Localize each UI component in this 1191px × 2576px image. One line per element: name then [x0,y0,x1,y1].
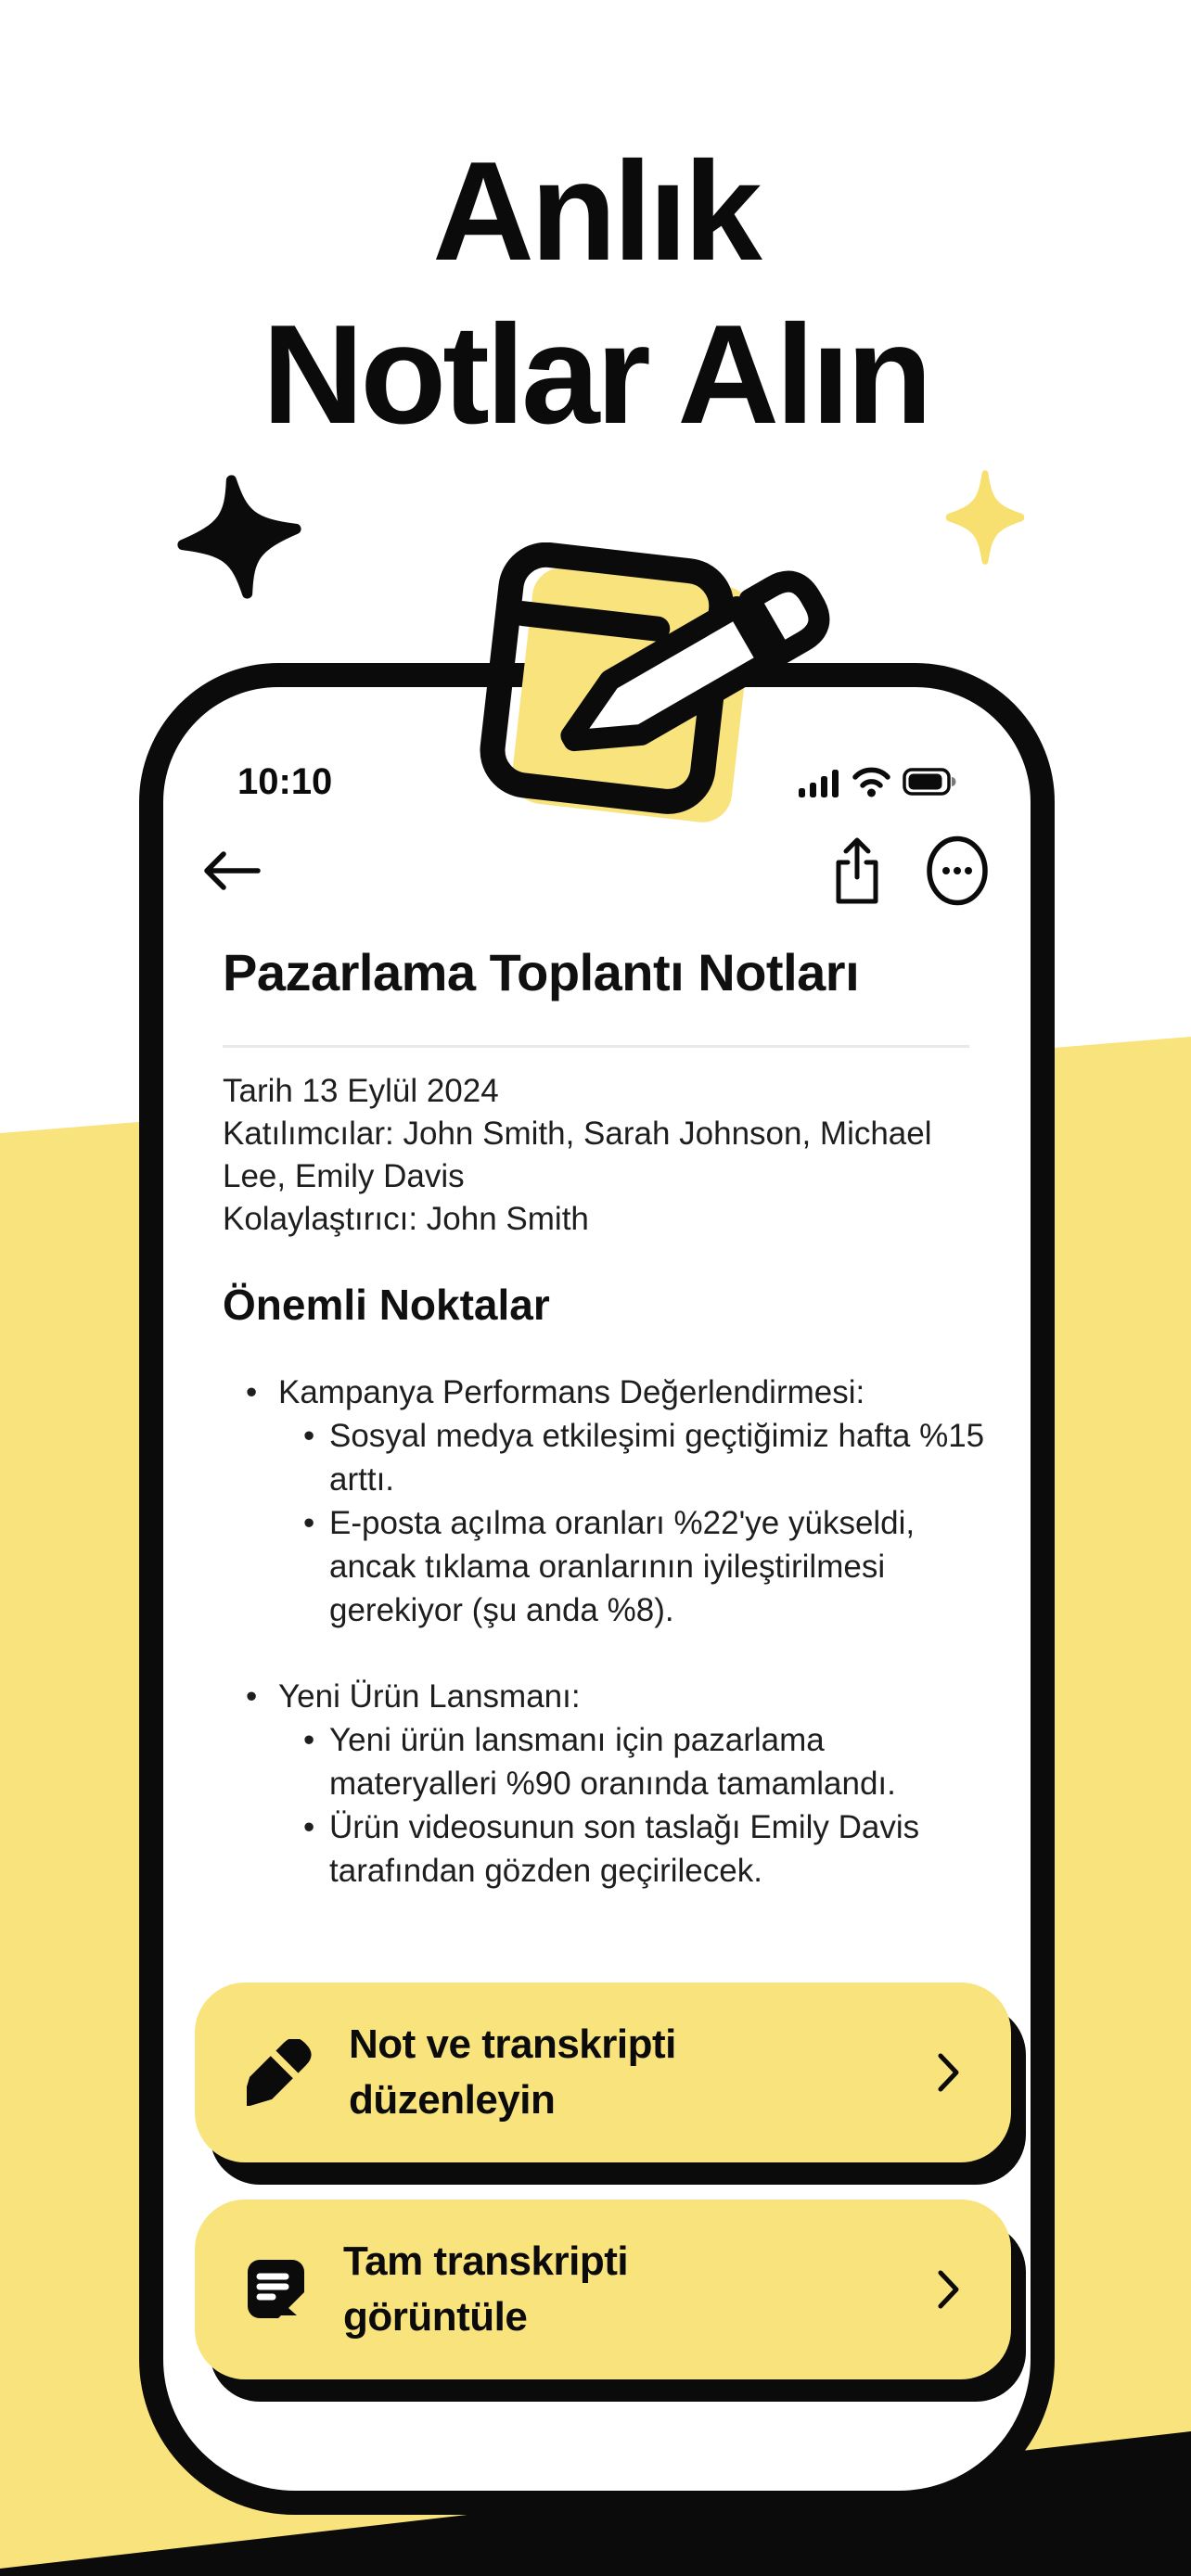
status-time: 10:10 [237,760,333,802]
hero-title-line1: Anlık [432,133,759,290]
sub-bullet-text: E-posta açılma oranları %22'ye yükseldi, ancak tıklama oranlarının iyileştirilmesi gerekiyor (şu anda %8). [329,1505,916,1628]
chevron-right-icon [937,2268,961,2311]
meta-participants: Katılımcılar: John Smith, Sarah Johnson, Michael Lee, Emily Davis [223,1116,932,1194]
more-options-button[interactable] [925,834,990,908]
meta-facilitator: Kolaylaştırıcı: John Smith [223,1201,589,1237]
sub-bullet-text: Sosyal medya etkileşimi geçtiğimiz hafta %15 arttı. [329,1418,985,1498]
bullet-item [223,1675,986,1718]
button-label: Not ve transkripti düzenleyin [349,2021,676,2123]
wifi-icon [850,765,893,798]
button-label: Tam transkripti görüntüle [343,2238,629,2340]
share-icon [830,835,884,907]
yellow-sparkle-icon [944,468,1026,571]
bullet-item [223,1371,986,1414]
view-transcript-button[interactable] [195,2200,1011,2379]
bullet-group [223,1675,986,1893]
battery-icon [903,766,956,797]
divider [223,1045,969,1048]
sub-bullet-item [223,1718,986,1805]
sub-bullet-item [223,1501,986,1632]
note-title: Pazarlama Toplantı Notları [223,943,860,1001]
bullet-group [223,1371,986,1632]
bullet-marker: • [303,1505,315,1541]
back-arrow-icon [200,846,262,896]
share-button[interactable] [830,835,884,907]
sub-bullet-text: Ürün videosunun son taslağı Emily Davis tarafından gözden geçirilecek. [329,1809,920,1889]
section-heading: Önemli Noktalar [223,1281,550,1329]
back-button[interactable] [200,846,262,896]
bullet-marker: • [246,1374,258,1410]
chevron-right-icon [937,2051,961,2094]
more-options-icon [925,834,990,908]
sub-bullet-item [223,1414,986,1501]
note-and-pencil-doodle-icon [455,542,837,855]
sub-bullet-item [223,1805,986,1893]
bullet-list [223,1371,986,1893]
edit-note-button[interactable] [195,1983,1011,2162]
black-sparkle-icon [174,471,304,607]
bullet-marker: • [303,1809,315,1845]
bullet-marker: • [303,1722,315,1758]
meta-date: Tarih 13 Eylül 2024 [223,1073,499,1109]
bullet-marker: • [303,1418,315,1454]
phone-frame [139,663,1055,2515]
sub-bullet-text: Yeni ürün lansmanı için pazarlama materyalleri %90 oranında tamamlandı. [329,1722,896,1802]
pencil-icon [247,2039,314,2106]
hero-title [0,130,1191,456]
transcript-icon [247,2258,308,2321]
note-meta [223,1070,982,1241]
bullet-marker: • [246,1678,258,1715]
bullet-text: Yeni Ürün Lansmanı: [278,1678,581,1715]
bullet-text: Kampanya Performans Değerlendirmesi: [278,1374,865,1410]
hero-title-line2: Notlar Alın [262,296,929,453]
